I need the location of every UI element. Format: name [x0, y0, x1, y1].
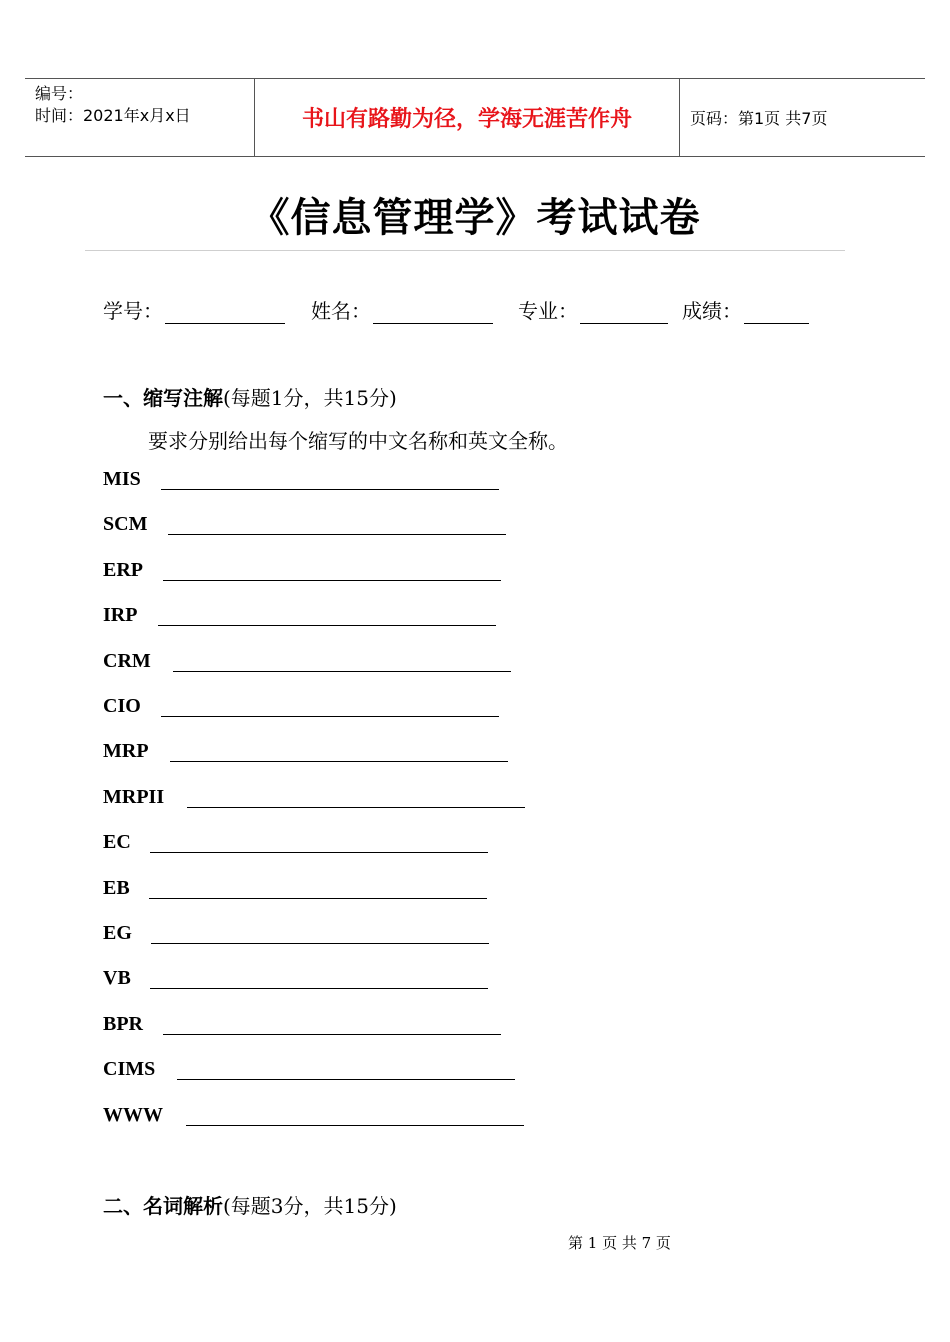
abbreviation-term: EC [103, 831, 131, 854]
abbreviation-item [103, 920, 603, 946]
header-motto: 书山有路勤为径，学海无涯苦作舟 [254, 79, 680, 156]
section-2-title: 二、名词解析 [103, 1194, 223, 1218]
answer-blank[interactable] [151, 943, 489, 944]
answer-blank[interactable] [173, 671, 511, 672]
section-2-heading [103, 1190, 397, 1219]
abbreviation-term: CIO [103, 695, 141, 717]
name-blank[interactable] [373, 299, 493, 324]
abbreviation-term: ERP [103, 558, 143, 581]
abbreviation-term: IRP [103, 604, 138, 627]
section-1-note: (每题1分，共15分) [223, 386, 397, 410]
answer-blank[interactable] [163, 580, 501, 581]
answer-blank[interactable] [150, 852, 488, 853]
exam-title: 《信息管理学》考试试卷 [249, 195, 701, 241]
abbreviation-term: CIMS [103, 1058, 156, 1081]
abbreviation-item [103, 648, 603, 674]
answer-blank[interactable] [150, 988, 488, 989]
answer-blank[interactable] [158, 625, 496, 626]
name-label: 姓名： [311, 299, 371, 323]
section-1-heading [103, 382, 397, 411]
abbreviation-item [103, 1056, 603, 1082]
answer-blank[interactable] [186, 1125, 524, 1126]
abbreviation-item [103, 875, 603, 901]
answer-blank[interactable] [149, 898, 487, 899]
abbreviation-item [103, 511, 603, 537]
abbreviation-item [103, 1102, 603, 1128]
major-blank[interactable] [580, 299, 668, 324]
abbreviation-item [103, 557, 603, 583]
page-header [25, 78, 925, 157]
number-label: 编号： [35, 84, 84, 103]
abbreviation-term: WWW [103, 1103, 163, 1126]
time-label: 时间：2021年x月x日 [35, 106, 191, 125]
answer-blank[interactable] [168, 534, 506, 535]
title-divider [85, 250, 845, 251]
answer-blank[interactable] [187, 807, 525, 808]
abbreviation-term: CRM [103, 649, 151, 672]
abbreviation-term: EB [103, 876, 130, 899]
header-meta [25, 79, 254, 156]
abbreviation-item [103, 738, 603, 764]
score-blank[interactable] [744, 299, 809, 324]
header-page-info: 页码：第1页 共7页 [690, 109, 828, 128]
score-field[interactable] [682, 296, 809, 324]
score-label: 成绩： [682, 299, 742, 323]
abbreviation-item [103, 466, 603, 492]
abbreviation-term: EG [103, 922, 132, 944]
abbreviation-item [103, 693, 603, 719]
answer-blank[interactable] [161, 489, 499, 490]
abbreviation-item [103, 965, 603, 991]
abbreviation-item [103, 1011, 603, 1037]
section-1-title: 一、缩写注解 [103, 386, 223, 410]
abbreviation-term: MRP [103, 740, 149, 763]
abbreviation-term: VB [103, 967, 131, 990]
answer-blank[interactable] [177, 1079, 515, 1080]
name-field[interactable] [311, 296, 493, 324]
answer-blank[interactable] [161, 716, 499, 717]
section-2-note: (每题3分，共15分) [223, 1194, 397, 1218]
major-field[interactable] [518, 296, 668, 324]
student-id-blank[interactable] [165, 299, 285, 324]
abbreviation-term: BPR [103, 1012, 143, 1035]
student-id-label: 学号： [103, 299, 163, 323]
section-1-requirement: 要求分别给出每个缩写的中文名称和英文全称。 [148, 429, 568, 453]
abbreviation-term: MIS [103, 468, 141, 490]
abbreviation-item [103, 602, 603, 628]
student-id-field[interactable] [103, 296, 285, 324]
answer-blank[interactable] [170, 761, 508, 762]
answer-blank[interactable] [163, 1034, 501, 1035]
abbreviation-item [103, 784, 603, 810]
major-label: 专业： [518, 299, 578, 323]
abbreviation-term: MRPII [103, 785, 165, 808]
page-footer: 第 1 页 共 7 页 [568, 1234, 671, 1252]
abbreviation-term: SCM [103, 513, 148, 536]
abbreviation-item [103, 829, 603, 855]
